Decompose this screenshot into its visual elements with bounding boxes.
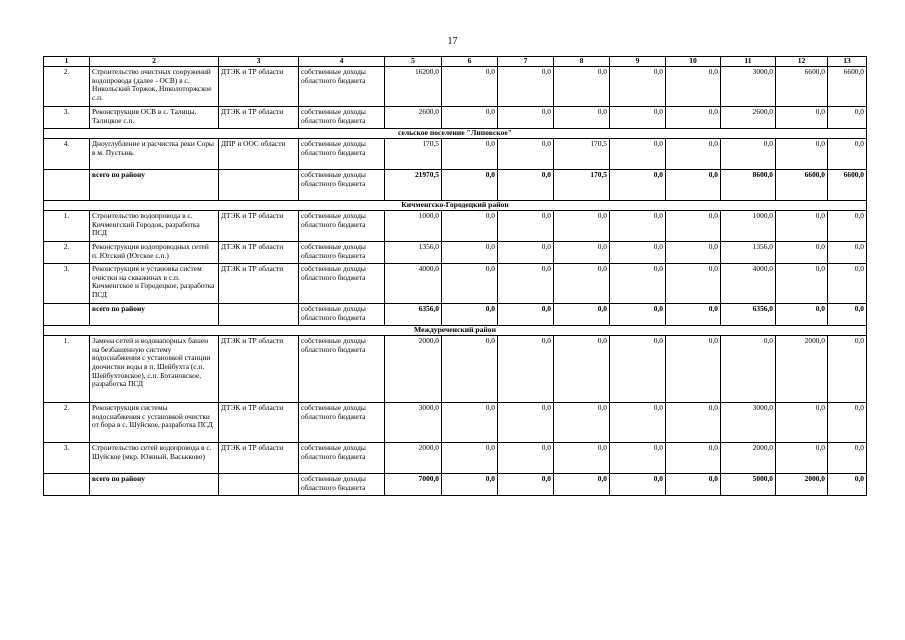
row-source: собственные доходы областного бюджета bbox=[299, 263, 385, 303]
row-value: 0,0 bbox=[442, 442, 498, 473]
row-executor: ДТЭК и ТР области bbox=[219, 106, 299, 128]
table-row bbox=[44, 241, 867, 263]
row-value: 0,0 bbox=[610, 335, 666, 402]
row-name: Строительство сетей водопровода в с. Шуйское (мкр. Южный, Васькково) bbox=[90, 442, 219, 473]
row-value: 0,0 bbox=[498, 402, 554, 442]
column-header: 5 bbox=[385, 57, 442, 67]
row-number bbox=[44, 473, 90, 495]
row-value: 0,0 bbox=[666, 263, 721, 303]
row-name: Замена сетей и водонапорных башен на безбашенную систему водоснабжения с установкой станции доочистки воды в п. Шейбухта (с.п. Шейбухтовское), с.п. Ботановское, разработка ПСД bbox=[90, 335, 219, 402]
row-name: Реконструкция системы водоснабжения с установкой очистки от бора в с. Шуйское, разработка ПСД bbox=[90, 402, 219, 442]
row-value: 0,0 bbox=[828, 138, 867, 169]
row-name: Строительство очистных сооружений водопровода (далее - ОСВ) в с. Никольский Торжок, Николоторжское с.п. bbox=[90, 66, 219, 106]
row-number bbox=[44, 303, 90, 325]
row-value: 2000,0 bbox=[776, 335, 828, 402]
row-value: 0,0 bbox=[610, 263, 666, 303]
row-value: 6600,0 bbox=[776, 66, 828, 106]
row-value: 0,0 bbox=[776, 263, 828, 303]
row-number: 2. bbox=[44, 66, 90, 106]
row-value: 6600,0 bbox=[828, 66, 867, 106]
section-header-row bbox=[44, 200, 867, 210]
row-name: Реконструкция и установка систем очистки на скважинах в с.п. Кичменгское и Городецкое, разработка ПСД bbox=[90, 263, 219, 303]
row-value: 2000,0 bbox=[385, 335, 442, 402]
row-source: собственные доходы областного бюджета bbox=[299, 473, 385, 495]
column-header: 7 bbox=[498, 57, 554, 67]
row-value: 0,0 bbox=[610, 402, 666, 442]
row-value: 0,0 bbox=[442, 138, 498, 169]
table-row bbox=[44, 442, 867, 473]
row-value: 0,0 bbox=[610, 138, 666, 169]
row-value: 0,0 bbox=[442, 66, 498, 106]
section-title: Междуреченский район bbox=[44, 325, 867, 335]
column-header: 11 bbox=[721, 57, 776, 67]
row-value: 170,5 bbox=[554, 169, 610, 200]
row-value: 0,0 bbox=[610, 473, 666, 495]
row-value: 0,0 bbox=[666, 335, 721, 402]
row-name: всего по району bbox=[90, 169, 219, 200]
row-value: 0,0 bbox=[721, 335, 776, 402]
column-header: 3 bbox=[219, 57, 299, 67]
row-value: 6356,0 bbox=[721, 303, 776, 325]
header-row bbox=[44, 57, 867, 67]
row-value: 0,0 bbox=[498, 241, 554, 263]
row-value: 0,0 bbox=[610, 210, 666, 241]
row-value: 0,0 bbox=[721, 138, 776, 169]
row-executor: ДТЭК и ТР области bbox=[219, 210, 299, 241]
row-value: 2000,0 bbox=[721, 442, 776, 473]
row-value: 0,0 bbox=[776, 106, 828, 128]
row-executor bbox=[219, 303, 299, 325]
table-row bbox=[44, 263, 867, 303]
total-row bbox=[44, 303, 867, 325]
column-header: 12 bbox=[776, 57, 828, 67]
row-value: 16200,0 bbox=[385, 66, 442, 106]
row-value: 0,0 bbox=[610, 66, 666, 106]
row-value: 0,0 bbox=[442, 335, 498, 402]
row-value: 0,0 bbox=[776, 138, 828, 169]
row-value: 0,0 bbox=[666, 106, 721, 128]
row-value: 5000,0 bbox=[721, 473, 776, 495]
budget-table bbox=[43, 56, 867, 496]
row-value: 0,0 bbox=[610, 442, 666, 473]
row-source: собственные доходы областного бюджета bbox=[299, 442, 385, 473]
row-value: 0,0 bbox=[442, 263, 498, 303]
row-value: 170,5 bbox=[554, 138, 610, 169]
row-value: 0,0 bbox=[828, 335, 867, 402]
row-value: 0,0 bbox=[554, 442, 610, 473]
row-value: 1000,0 bbox=[721, 210, 776, 241]
row-number: 1. bbox=[44, 335, 90, 402]
row-value: 0,0 bbox=[442, 106, 498, 128]
row-source: собственные доходы областного бюджета bbox=[299, 138, 385, 169]
row-name: всего по району bbox=[90, 303, 219, 325]
row-name: Дноуглубление и расчистка реки Соры в м. Пустынь bbox=[90, 138, 219, 169]
section-title: сельское поселение "Липовское" bbox=[44, 128, 867, 138]
page-number: 17 bbox=[447, 36, 458, 47]
row-value: 2000,0 bbox=[776, 473, 828, 495]
row-value: 6600,0 bbox=[776, 169, 828, 200]
row-value: 6356,0 bbox=[385, 303, 442, 325]
row-executor: ДТЭК и ТР области bbox=[219, 402, 299, 442]
row-value: 0,0 bbox=[666, 402, 721, 442]
row-value: 3000,0 bbox=[721, 402, 776, 442]
row-value: 21970,5 bbox=[385, 169, 442, 200]
row-value: 0,0 bbox=[666, 210, 721, 241]
row-value: 0,0 bbox=[498, 442, 554, 473]
section-header-row bbox=[44, 128, 867, 138]
row-value: 0,0 bbox=[498, 106, 554, 128]
row-value: 0,0 bbox=[498, 335, 554, 402]
row-source: собственные доходы областного бюджета bbox=[299, 303, 385, 325]
row-value: 3000,0 bbox=[385, 402, 442, 442]
table-body bbox=[44, 66, 867, 495]
row-value: 1356,0 bbox=[721, 241, 776, 263]
table-row bbox=[44, 106, 867, 128]
row-value: 0,0 bbox=[828, 263, 867, 303]
row-name: Реконструкция ОСВ в с. Талицы, Талицкое с.п. bbox=[90, 106, 219, 128]
row-executor bbox=[219, 169, 299, 200]
row-value: 0,0 bbox=[554, 263, 610, 303]
row-value: 0,0 bbox=[666, 66, 721, 106]
row-value: 2600,0 bbox=[385, 106, 442, 128]
row-number: 3. bbox=[44, 442, 90, 473]
row-value: 0,0 bbox=[776, 303, 828, 325]
row-value: 0,0 bbox=[498, 169, 554, 200]
row-value: 0,0 bbox=[828, 106, 867, 128]
row-value: 4000,0 bbox=[721, 263, 776, 303]
row-value: 0,0 bbox=[442, 241, 498, 263]
row-value: 1000,0 bbox=[385, 210, 442, 241]
column-header: 9 bbox=[610, 57, 666, 67]
row-source: собственные доходы областного бюджета bbox=[299, 335, 385, 402]
row-value: 0,0 bbox=[828, 473, 867, 495]
row-name: всего по району bbox=[90, 473, 219, 495]
row-source: собственные доходы областного бюджета bbox=[299, 402, 385, 442]
row-value: 0,0 bbox=[828, 241, 867, 263]
row-value: 170,5 bbox=[385, 138, 442, 169]
column-header: 13 bbox=[828, 57, 867, 67]
row-value: 0,0 bbox=[610, 303, 666, 325]
row-value: 0,0 bbox=[554, 303, 610, 325]
row-value: 0,0 bbox=[666, 442, 721, 473]
row-value: 0,0 bbox=[442, 303, 498, 325]
row-executor: ДТЭК и ТР области bbox=[219, 442, 299, 473]
row-value: 7000,0 bbox=[385, 473, 442, 495]
table-row bbox=[44, 210, 867, 241]
row-executor: ДТЭК и ТР области bbox=[219, 263, 299, 303]
row-value: 0,0 bbox=[498, 473, 554, 495]
row-value: 0,0 bbox=[554, 335, 610, 402]
row-executor bbox=[219, 473, 299, 495]
row-value: 0,0 bbox=[498, 303, 554, 325]
section-title: Кичменгско-Городецкий район bbox=[44, 200, 867, 210]
row-value: 6600,0 bbox=[828, 169, 867, 200]
row-number: 2. bbox=[44, 241, 90, 263]
section-header-row bbox=[44, 325, 867, 335]
column-header: 6 bbox=[442, 57, 498, 67]
row-value: 1356,0 bbox=[385, 241, 442, 263]
row-value: 3000,0 bbox=[721, 66, 776, 106]
row-value: 0,0 bbox=[554, 473, 610, 495]
column-header: 8 bbox=[554, 57, 610, 67]
row-value: 0,0 bbox=[666, 303, 721, 325]
row-number: 3. bbox=[44, 263, 90, 303]
row-executor: ДТЭК и ТР области bbox=[219, 66, 299, 106]
row-value: 0,0 bbox=[442, 210, 498, 241]
row-source: собственные доходы областного бюджета bbox=[299, 169, 385, 200]
row-value: 0,0 bbox=[666, 473, 721, 495]
row-value: 0,0 bbox=[828, 402, 867, 442]
column-header: 1 bbox=[44, 57, 90, 67]
row-value: 0,0 bbox=[666, 169, 721, 200]
row-number: 4. bbox=[44, 138, 90, 169]
row-value: 8600,0 bbox=[721, 169, 776, 200]
row-value: 0,0 bbox=[610, 241, 666, 263]
row-number: 3. bbox=[44, 106, 90, 128]
row-source: собственные доходы областного бюджета bbox=[299, 241, 385, 263]
row-value: 4000,0 bbox=[385, 263, 442, 303]
row-value: 0,0 bbox=[442, 169, 498, 200]
row-source: собственные доходы областного бюджета bbox=[299, 66, 385, 106]
row-number: 1. bbox=[44, 210, 90, 241]
row-source: собственные доходы областного бюджета bbox=[299, 106, 385, 128]
row-value: 2600,0 bbox=[721, 106, 776, 128]
row-value: 0,0 bbox=[554, 402, 610, 442]
row-executor: ДТЭК и ТР области bbox=[219, 241, 299, 263]
table-row bbox=[44, 402, 867, 442]
column-header: 2 bbox=[90, 57, 219, 67]
total-row bbox=[44, 169, 867, 200]
row-value: 0,0 bbox=[498, 210, 554, 241]
row-value: 0,0 bbox=[666, 241, 721, 263]
row-source: собственные доходы областного бюджета bbox=[299, 210, 385, 241]
row-value: 0,0 bbox=[498, 263, 554, 303]
row-value: 0,0 bbox=[498, 66, 554, 106]
row-value: 0,0 bbox=[554, 241, 610, 263]
row-number: 2. bbox=[44, 402, 90, 442]
row-value: 0,0 bbox=[610, 169, 666, 200]
row-value: 0,0 bbox=[776, 241, 828, 263]
row-value: 2000,0 bbox=[385, 442, 442, 473]
row-value: 0,0 bbox=[666, 138, 721, 169]
row-value: 0,0 bbox=[828, 303, 867, 325]
row-value: 0,0 bbox=[554, 106, 610, 128]
table-row bbox=[44, 335, 867, 402]
row-name: Строительство водопровода в с. Кичменгский Городок, разработка ПСД bbox=[90, 210, 219, 241]
total-row bbox=[44, 473, 867, 495]
row-value: 0,0 bbox=[776, 210, 828, 241]
row-value: 0,0 bbox=[554, 66, 610, 106]
column-header: 4 bbox=[299, 57, 385, 67]
row-executor: ДТЭК и ТР области bbox=[219, 335, 299, 402]
row-value: 0,0 bbox=[498, 138, 554, 169]
row-value: 0,0 bbox=[442, 473, 498, 495]
row-value: 0,0 bbox=[442, 402, 498, 442]
row-value: 0,0 bbox=[776, 402, 828, 442]
row-executor: ДПР и ООС области bbox=[219, 138, 299, 169]
row-number bbox=[44, 169, 90, 200]
row-value: 0,0 bbox=[776, 442, 828, 473]
row-name: Реконструкция водопроводных сетей п. Югский (Югское с.п.) bbox=[90, 241, 219, 263]
table-row bbox=[44, 138, 867, 169]
table-row bbox=[44, 66, 867, 106]
row-value: 0,0 bbox=[610, 106, 666, 128]
row-value: 0,0 bbox=[828, 442, 867, 473]
row-value: 0,0 bbox=[828, 210, 867, 241]
row-value: 0,0 bbox=[554, 210, 610, 241]
column-header: 10 bbox=[666, 57, 721, 67]
